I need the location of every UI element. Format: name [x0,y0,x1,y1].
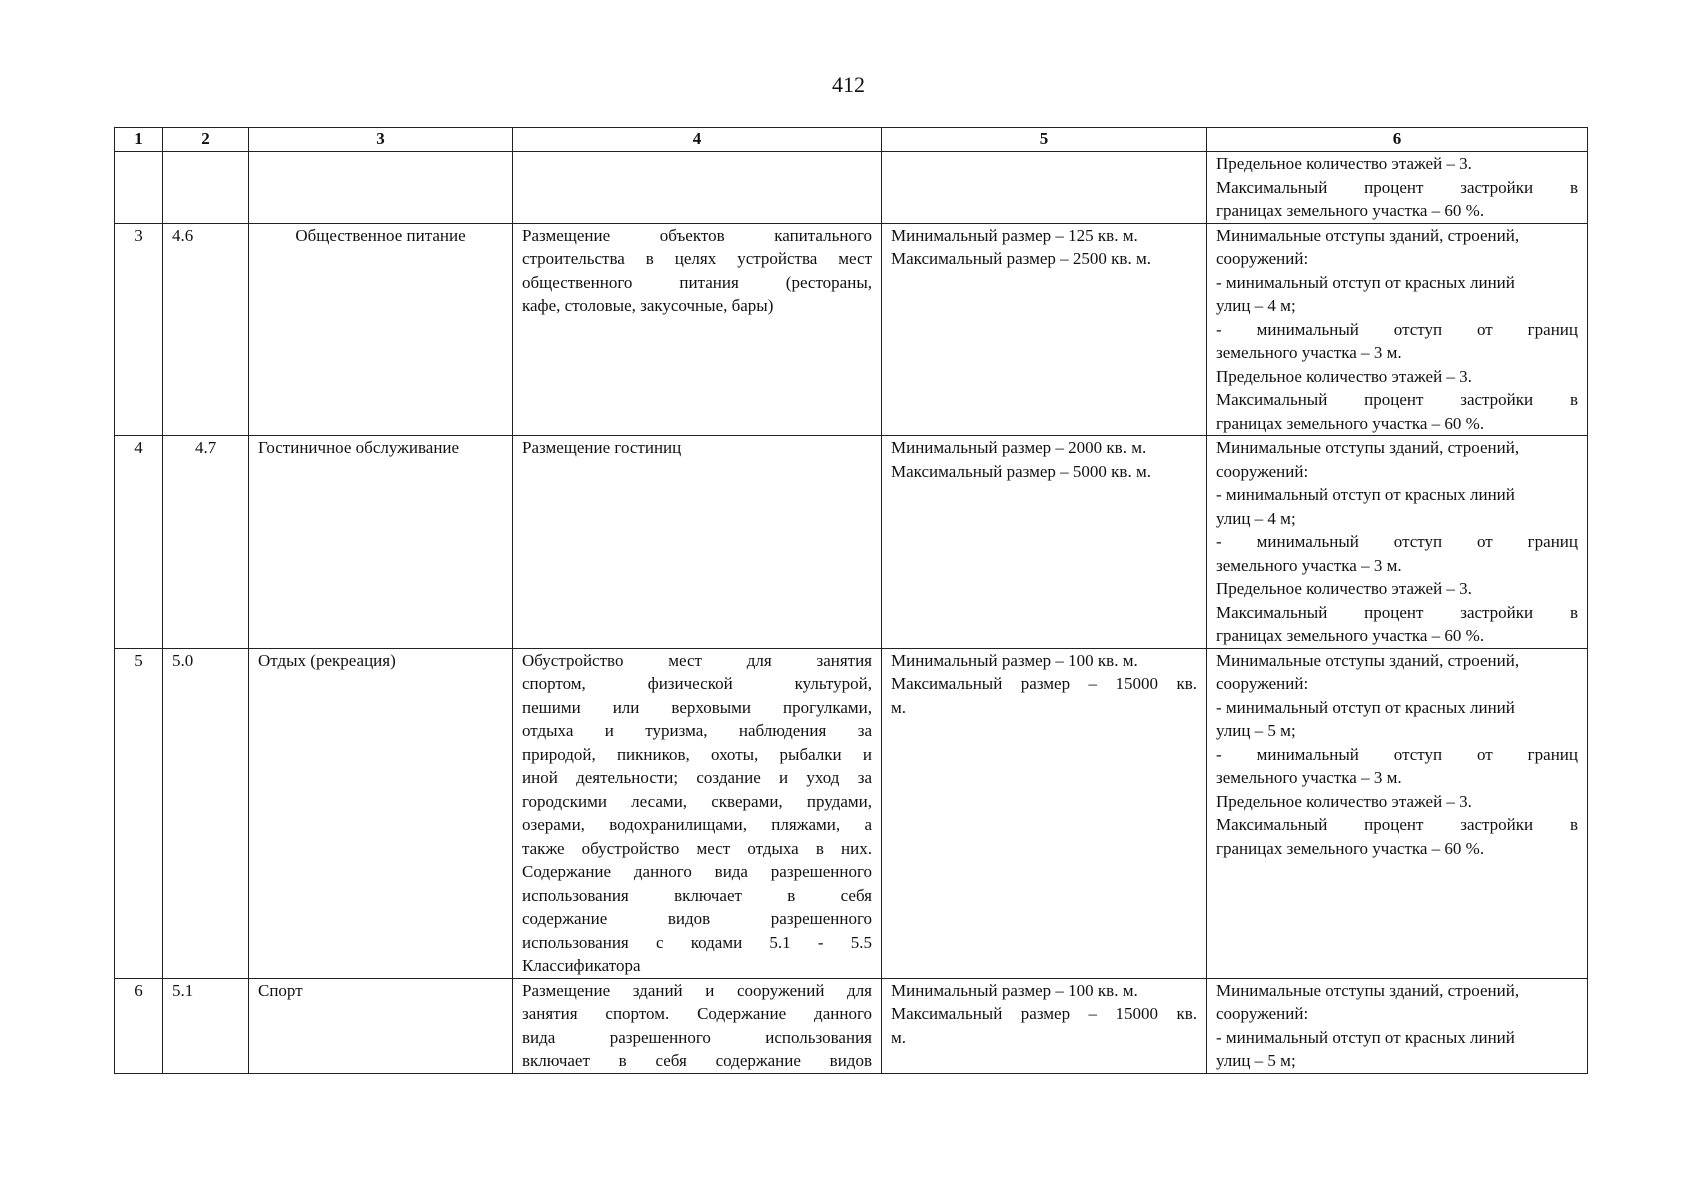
row-size [882,152,1207,224]
row-code: 4.7 [163,436,249,649]
table-row [115,978,1588,1073]
params-line: границах земельного участка – 60 %. [1216,413,1485,433]
row-name: Общественное питание [249,223,513,436]
row-params [1207,152,1588,224]
description-line: Размещение гостиниц [522,438,682,457]
page-number: 412 [832,72,865,97]
description-line: также обустройство мест отдыха в них. [522,838,872,858]
row-number [115,152,163,224]
row-description [513,152,882,224]
description-line: отдыха и туризма, наблюдения за [522,721,872,740]
size-line: Максимальный размер – 2500 кв. м. [891,249,1151,268]
description-line: вида разрешенного использования [522,1027,872,1047]
params-line: Предельное количество этажей – 3. [1216,366,1472,386]
params-line: - минимальный отступ от красных линий [1216,697,1515,717]
description-line: природой, пикников, охоты, рыбалки и [522,744,872,764]
description-line: использования включает в себя [522,885,872,905]
description-line: иной деятельности; создание и уход за [522,768,872,787]
params-line: сооружений: [1216,1004,1309,1023]
params-line: - минимальный отступ от границ [1216,532,1578,551]
params-line: улиц – 4 м; [1216,296,1296,315]
description-line: озерами, водохранилищами, пляжами, а [522,815,872,834]
description-line: общественного питания (рестораны, [522,272,872,292]
params-line: - минимальный отступ от красных линий [1216,1027,1515,1047]
table-row [115,436,1588,649]
row-code: 5.0 [163,648,249,978]
row-description [513,436,882,649]
column-header-3: 3 [249,128,513,152]
row-size [882,978,1207,1073]
params-line: - минимальный отступ от границ [1216,744,1578,764]
size-line: Минимальный размер – 100 кв. м. [891,650,1138,670]
description-line: Содержание данного вида разрешенного [522,862,872,881]
params-line: границах земельного участка – 60 %. [1216,201,1485,220]
size-line: Минимальный размер – 100 кв. м. [891,980,1138,1000]
params-line: земельного участка – 3 м. [1216,768,1402,787]
description-line: пешими или верховыми прогулками, [522,697,872,717]
row-params [1207,436,1588,649]
row-number: 6 [115,978,163,1073]
params-line: Минимальные отступы зданий, строений, [1216,650,1520,670]
params-line: Максимальный процент застройки в [1216,602,1578,622]
params-line: улиц – 5 м; [1216,721,1296,740]
header-row [115,128,1588,152]
description-line: содержание видов разрешенного [522,909,872,928]
params-line: - минимальный отступ от красных линий [1216,485,1515,504]
description-line: Размещение объектов капитального [522,225,872,245]
params-line: сооружений: [1216,461,1309,481]
params-line: сооружений: [1216,249,1309,268]
params-line: земельного участка – 3 м. [1216,555,1402,575]
row-code: 5.1 [163,978,249,1073]
row-number: 5 [115,648,163,978]
table-row-continuation [115,152,1588,224]
row-code: 4.6 [163,223,249,436]
row-code [163,152,249,224]
table-row [115,223,1588,436]
params-line: улиц – 5 м; [1216,1051,1296,1070]
row-params [1207,648,1588,978]
description-line: включает в себя содержание видов [522,1051,872,1070]
column-header-5: 5 [882,128,1207,152]
params-line: границах земельного участка – 60 %. [1216,626,1485,645]
row-description [513,978,882,1073]
column-header-6: 6 [1207,128,1588,152]
description-line: спортом, физической культурой, [522,674,872,693]
row-size [882,436,1207,649]
params-line: границах земельного участка – 60 %. [1216,838,1485,858]
params-line: Предельное количество этажей – 3. [1216,579,1472,598]
description-line: городскими лесами, скверами, прудами, [522,791,872,811]
row-params [1207,978,1588,1073]
table-row [115,648,1588,978]
size-line: м. [891,1027,907,1047]
params-line: Минимальные отступы зданий, строений, [1216,438,1520,457]
row-name: Спорт [249,978,513,1073]
row-number: 3 [115,223,163,436]
size-line: Максимальный размер – 15000 кв. [891,1004,1197,1023]
params-line: сооружений: [1216,674,1309,693]
size-line: Минимальный размер – 2000 кв. м. [891,438,1147,457]
land-use-table [114,127,1588,1074]
row-description [513,648,882,978]
column-header-1: 1 [115,128,163,152]
params-line: Минимальные отступы зданий, строений, [1216,980,1520,1000]
params-line: улиц – 4 м; [1216,508,1296,528]
size-line: м. [891,697,907,717]
row-description [513,223,882,436]
description-line: Обустройство мест для занятия [522,650,872,670]
params-line: земельного участка – 3 м. [1216,343,1402,362]
description-line: кафе, столовые, закусочные, бары) [522,296,774,315]
params-line: - минимальный отступ от красных линий [1216,272,1515,292]
params-line: Минимальные отступы зданий, строений, [1216,225,1520,245]
row-size [882,223,1207,436]
description-line: Классификатора [522,956,641,975]
size-line: Минимальный размер – 125 кв. м. [891,225,1138,245]
row-name: Отдых (рекреация) [249,648,513,978]
params-line: Максимальный процент застройки в [1216,390,1578,409]
size-line: Максимальный размер – 15000 кв. [891,674,1197,693]
row-name [249,152,513,224]
column-header-4: 4 [513,128,882,152]
params-line: Предельное количество этажей – 3. [1216,791,1472,811]
row-params [1207,223,1588,436]
row-size [882,648,1207,978]
description-line: занятия спортом. Содержание данного [522,1004,872,1023]
row-name: Гостиничное обслуживание [249,436,513,649]
params-line: Максимальный процент застройки в [1216,177,1578,197]
row-number: 4 [115,436,163,649]
params-line: Предельное количество этажей – 3. [1216,154,1472,173]
description-line: строительства в целях устройства мест [522,249,872,268]
description-line: Размещение зданий и сооружений для [522,980,872,1000]
column-header-2: 2 [163,128,249,152]
size-line: Максимальный размер – 5000 кв. м. [891,461,1151,481]
params-line: Максимальный процент застройки в [1216,815,1578,834]
params-line: - минимальный отступ от границ [1216,319,1578,339]
description-line: использования с кодами 5.1 - 5.5 [522,932,872,952]
